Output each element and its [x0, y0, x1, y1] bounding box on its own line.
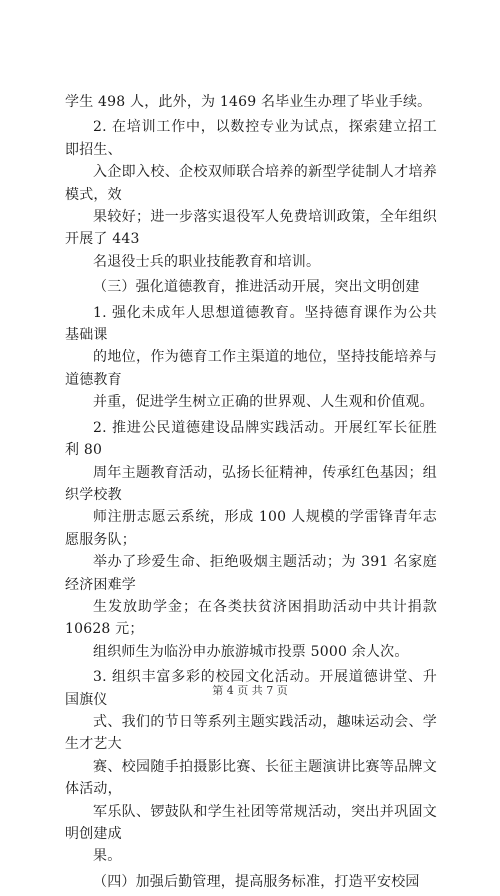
text-line: 军乐队、锣鼓队和学生社团等常规活动，突出并巩固文明创建成 — [65, 803, 437, 842]
paragraph — [65, 417, 437, 663]
paragraph — [65, 91, 437, 113]
text-line: 学生 498 人，此外，为 1469 名毕业生办理了毕业手续。 — [65, 94, 432, 110]
text-line: 入企即入校、企校双师联合培养的新型学徒制人才培养模式，效 — [65, 164, 437, 203]
paragraph — [65, 116, 437, 273]
text-line: 1. 强化未成年人思想道德教育。坚持德育课作为公共基础课 — [65, 304, 437, 344]
text-line: 果较好；进一步落实退役军人免费培训政策，全年组织开展了 443 — [65, 209, 437, 248]
page-footer: 第 4 页 共 7 页 — [212, 684, 288, 697]
text-line: （三）强化道德教育，推进活动开展，突出文明创建 — [93, 279, 420, 296]
section-heading — [65, 276, 437, 298]
text-line: 式、我们的节日等系列主题实践活动，趣味运动会、学生才艺大 — [65, 713, 437, 753]
text-line: 师注册志愿云系统，形成 100 人规模的学雷锋青年志愿服务队； — [65, 509, 437, 548]
text-line: 2. 推进公民道德建设品牌实践活动。开展红军长征胜利 80 — [65, 419, 437, 459]
document-body — [65, 91, 437, 896]
text-line: （四）加强后勤管理，提高服务标准，打造平安校园 — [93, 873, 420, 890]
text-line: 周年主题教育活动，弘扬长征精神，传承红色基因；组织学校教 — [65, 464, 437, 503]
text-line: 3. 组织丰富多彩的校园文化活动。开展道德讲堂、升国旗仪 — [65, 669, 437, 708]
section-heading — [65, 871, 437, 893]
text-line: 果。 — [93, 848, 122, 865]
text-line: 名退役士兵的职业技能教育和培训。 — [93, 253, 321, 270]
text-line: 的地位，作为德育工作主渠道的地位，坚持技能培养与道德教育 — [65, 349, 437, 388]
text-line: 赛、校园随手拍摄影比赛、长征主题演讲比赛等品牌文体活动， — [65, 758, 437, 798]
text-line: 组织师生为临汾申办旅游城市投票 5000 余人次。 — [93, 643, 409, 660]
text-line: 2. 在培训工作中，以数控专业为试点，探索建立招工即招生、 — [65, 119, 437, 158]
text-line: 举办了珍爱生命、拒绝吸烟主题活动；为 391 名家庭经济困难学 — [65, 554, 437, 593]
text-line: 并重，促进学生树立正确的世界观、人生观和价值观。 — [93, 394, 434, 411]
paragraph — [65, 302, 437, 414]
text-line: 生发放助学金；在各类扶贫济困捐助活动中共计捐款 10628 元； — [65, 598, 437, 638]
